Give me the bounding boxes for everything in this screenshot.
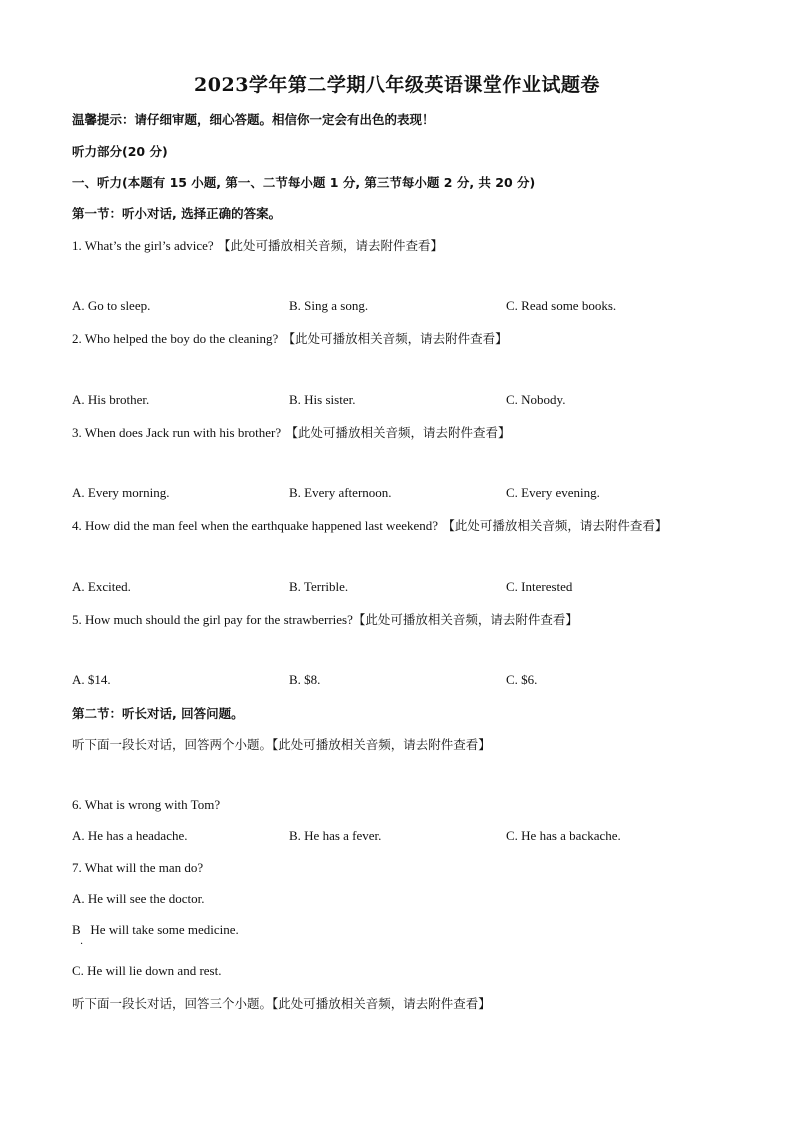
question-3-option-a: A. Every morning. — [72, 485, 170, 500]
question-5-text: 5. How much should the girl pay for the strawberries? — [72, 612, 353, 627]
audio-note[interactable]: 【此处可播放相关音频，请去附件查看】 — [352, 612, 578, 627]
section-one-heading: 第一节：听小对话, 选择正确的答案。 — [72, 206, 282, 221]
question-3 — [72, 423, 510, 441]
stray-dot: · — [80, 939, 84, 950]
question-5 — [72, 610, 578, 628]
question-5-option-a: A. $14. — [72, 672, 111, 687]
question-3-option-b: B. Every afternoon. — [289, 485, 392, 500]
audio-note[interactable]: 【此处可播放相关音频，请去附件查看】 — [442, 518, 668, 533]
question-2-text: 2. Who helped the boy do the cleaning? — [72, 331, 279, 346]
question-5-option-c: C. $6. — [506, 672, 538, 687]
dialogue-1-intro-text: 听下面一段长对话，回答两个小题。 — [72, 737, 273, 752]
question-1-option-a: A. Go to sleep. — [72, 298, 151, 313]
question-4 — [72, 516, 667, 534]
question-4-option-b: B. Terrible. — [289, 579, 349, 594]
question-7-option-c: C. He will lie down and rest. — [72, 963, 222, 978]
question-1-text: 1. What’s the girl’s advice? — [72, 238, 214, 253]
question-3-text: 3. When does Jack run with his brother? — [72, 425, 282, 440]
audio-note[interactable]: 【此处可播放相关音频，请去附件查看】 — [272, 996, 491, 1011]
question-5-option-b: B. $8. — [289, 672, 321, 687]
question-1-option-b: B. Sing a song. — [289, 298, 369, 313]
dialogue-1-intro — [72, 735, 491, 753]
section-two-heading: 第二节：听长对话, 回答问题。 — [72, 706, 244, 721]
audio-note[interactable]: 【此处可播放相关音频，请去附件查看】 — [217, 238, 443, 253]
question-7-option-a: A. He will see the doctor. — [72, 891, 205, 906]
question-4-option-a: A. Excited. — [72, 579, 131, 594]
question-7-text: 7. What will the man do? — [72, 860, 204, 875]
exam-title: 2023学年第二学期八年级英语课堂作业试题卷 — [194, 74, 600, 96]
question-2-option-a: A. His brother. — [72, 392, 150, 407]
dialogue-2-intro — [72, 994, 491, 1012]
audio-note[interactable]: 【此处可播放相关音频，请去附件查看】 — [282, 331, 508, 346]
question-2-option-c: C. Nobody. — [506, 392, 566, 407]
audio-note[interactable]: 【此处可播放相关音频，请去附件查看】 — [272, 737, 491, 752]
question-6-option-c: C. He has a backache. — [506, 828, 621, 843]
question-4-text: 4. How did the man feel when the earthquake happened last weekend? — [72, 518, 439, 533]
question-3-option-c: C. Every evening. — [506, 485, 600, 500]
question-6-text: 6. What is wrong with Tom? — [72, 797, 221, 812]
tip-text: 温馨提示：请仔细审题，细心答题。相信你一定会有出色的表现！ — [72, 112, 435, 127]
question-6-option-b: B. He has a fever. — [289, 828, 382, 843]
question-7-option-b: B He will take some medicine. — [72, 922, 239, 937]
question-6-option-a: A. He has a headache. — [72, 828, 188, 843]
listening-section-heading: 听力部分(20 分) — [72, 144, 168, 159]
question-2 — [72, 329, 508, 347]
question-1-option-c: C. Read some books. — [506, 298, 617, 313]
part-one-heading: 一、听力(本题有 15 小题, 第一、二节每小题 1 分, 第三节每小题 2 分, 共 20 分) — [72, 175, 536, 190]
dialogue-2-intro-text: 听下面一段长对话，回答三个小题。 — [72, 996, 273, 1011]
question-1 — [72, 236, 443, 254]
question-2-option-b: B. His sister. — [289, 392, 356, 407]
question-4-option-c: C. Interested — [506, 579, 573, 594]
audio-note[interactable]: 【此处可播放相关音频，请去附件查看】 — [285, 425, 511, 440]
